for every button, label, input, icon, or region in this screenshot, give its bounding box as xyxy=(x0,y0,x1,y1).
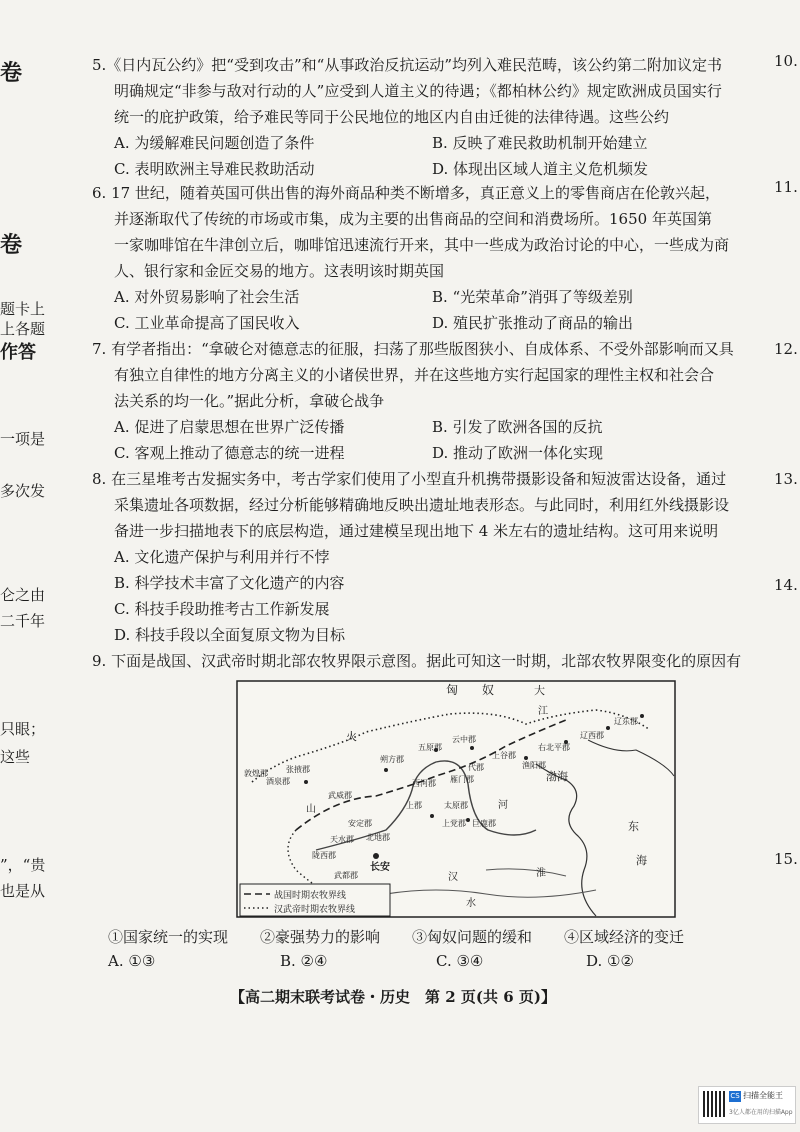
map-label-prefecture: 天水郡 xyxy=(330,835,354,844)
right-margin-number: 15. xyxy=(774,850,798,868)
map-label-sea: 东 xyxy=(628,820,639,833)
map-label-prefecture: 上郡 xyxy=(406,801,422,810)
option-c: C. 科技手段助推考古工作新发展 xyxy=(114,600,330,618)
map-label-prefecture: 辽东郡 xyxy=(614,717,638,726)
map-label-prefecture: 北地郡 xyxy=(366,833,390,842)
qr-code-icon xyxy=(703,1091,725,1117)
page-footer: 【高二期末联考试卷・历史 第 2 页(共 6 页)】 xyxy=(230,988,556,1006)
prefecture-marker xyxy=(606,726,610,730)
left-margin-fragment: ”，“贵 xyxy=(0,856,46,874)
map-label-sea: 海 xyxy=(636,854,647,867)
choice-1: ①国家统一的实现 xyxy=(108,928,229,946)
option-a: A. 为缓解难民问题创造了条件 xyxy=(114,134,315,152)
question-stem: 9. 下面是战国、汉武帝时期北部农牧界限示意图。据此可知这一时期，北部农牧界限变化的原因有 xyxy=(92,652,742,670)
question-8 xyxy=(92,466,732,648)
left-margin-fragment: 也是从 xyxy=(0,882,46,900)
option-b: B. ②④ xyxy=(280,952,328,970)
left-margin-fragment: 多次发 xyxy=(0,482,46,500)
option-d: D. ①② xyxy=(586,952,634,970)
left-margin-fragment: 卷 xyxy=(0,232,23,258)
question-stem: 6. 17 世纪，随着英国可供出售的海外商品种类不断增多，真正意义上的零售商店在伦敦兴起， xyxy=(92,184,720,202)
map-label-prefecture: 陇西郡 xyxy=(312,851,336,860)
question-stem: 人、银行家和金匠交易的地方。这表明该时期英国 xyxy=(114,262,445,280)
scanner-title: 扫描全能王 xyxy=(743,1091,783,1100)
option-b: B. 科学技术丰富了文化遗产的内容 xyxy=(114,574,345,592)
question-stem: 8. 在三星堆考古发掘实务中，考古学家们使用了小型直升机携带摄影设备和短波雷达设备，通过 xyxy=(92,470,727,488)
option-c: C. 客观上推动了德意志的统一进程 xyxy=(114,444,345,462)
choice-3: ③匈奴问题的缓和 xyxy=(412,928,533,946)
scanner-subtitle: 3亿人都在用的扫描App xyxy=(729,1109,793,1116)
option-d: D. 体现出区域人道主义危机频发 xyxy=(432,160,649,178)
map-label-prefecture: 太原郡 xyxy=(444,801,468,810)
option-d: D. 殖民扩张推动了商品的输出 xyxy=(432,314,634,332)
map-label: 大 xyxy=(534,684,545,697)
option-b: B. 反映了难民救助机制开始建立 xyxy=(432,134,648,152)
option-b: B. 引发了欧洲各国的反抗 xyxy=(432,418,603,436)
prefecture-marker xyxy=(304,780,308,784)
question-stem: 统一的庇护政策，给予难民等同于公民地位的地区内自由迁徙的法律待遇。这些公约 xyxy=(114,108,670,126)
map-label: 火 xyxy=(346,730,357,743)
map-label-prefecture: 敦煌郡 xyxy=(244,769,268,778)
prefecture-marker xyxy=(384,768,388,772)
map-label-river: 水 xyxy=(466,898,476,909)
map-label-prefecture: 武都郡 xyxy=(334,871,358,880)
option-c: C. 工业革命提高了国民收入 xyxy=(114,314,300,332)
scanner-watermark xyxy=(698,1086,796,1124)
map-label-prefecture: 五原郡 xyxy=(418,743,442,752)
map-label-prefecture: 代郡 xyxy=(468,763,484,772)
map-label-river: 淮 xyxy=(536,868,546,879)
question-stem: 有独立自律性的地方分离主义的小诸侯世界，并在这些地方实行起国家的理性主权和社会合 xyxy=(114,366,715,384)
map-label-prefecture: 朔方郡 xyxy=(380,755,404,764)
prefecture-marker xyxy=(466,818,470,822)
option-b: B. “光荣革命”消弭了等级差别 xyxy=(432,288,633,306)
map-label-prefecture: 渔阳郡 xyxy=(522,761,546,770)
map-label-prefecture: 辽西郡 xyxy=(580,731,604,740)
map-label-prefecture: 巨鹿郡 xyxy=(472,819,496,828)
question-stem: 明确规定“非参与敌对行动的人”应受到人道主义的待遇；《都柏林公约》规定欧洲成员国实行 xyxy=(114,82,722,100)
right-margin-number: 14. xyxy=(774,576,798,594)
prefecture-marker xyxy=(470,746,474,750)
option-a: A. 促进了启蒙思想在世界广泛传播 xyxy=(114,418,345,436)
map-label-sea: 渤海 xyxy=(546,770,568,783)
question-stem: 5.《日内瓦公约》把“受到攻击”和“从事政治反抗运动”均列入难民范畴，该公约第二附加议定书 xyxy=(92,56,722,74)
map-label-prefecture: 西河郡 xyxy=(412,779,436,788)
prefecture-marker xyxy=(524,756,528,760)
question-6 xyxy=(92,180,732,336)
map-label-prefecture: 上谷郡 xyxy=(492,751,516,760)
legend-label: 汉武帝时期农牧界线 xyxy=(274,905,356,915)
left-margin-fragment: 作答 xyxy=(0,342,36,363)
question-stem: 备进一步扫描地表下的底层构造，通过建模呈现出地下 4 米左右的遗址结构。这可用来说明 xyxy=(114,522,719,540)
left-margin-fragment: 二千年 xyxy=(0,612,46,630)
map-label-river: 河 xyxy=(498,800,508,811)
legend-label: 战国时期农牧界线 xyxy=(274,891,347,901)
question-5 xyxy=(92,52,732,182)
capital-marker xyxy=(373,853,379,859)
left-margin-fragment: 只眼； xyxy=(0,720,46,738)
left-margin-fragment: 这些 xyxy=(0,748,31,766)
map-svg xyxy=(236,680,676,918)
map-label-xiongnu: 匈 奴 xyxy=(446,683,495,697)
prefecture-marker xyxy=(430,814,434,818)
option-a: A. ①③ xyxy=(108,952,156,970)
option-d: D. 推动了欧洲一体化实现 xyxy=(432,444,604,462)
choice-4: ④区域经济的变迁 xyxy=(564,928,685,946)
map-label-river: 汉 xyxy=(448,872,458,883)
map-label-prefecture: 武威郡 xyxy=(328,791,352,800)
right-margin-number: 11. xyxy=(774,178,798,196)
prefecture-marker xyxy=(640,714,644,718)
option-a: A. 文化遗产保护与利用并行不悖 xyxy=(114,548,330,566)
question-stem: 采集遗址各项数据，经过分析能够精确地反映出遗址地表形态。与此同时，利用红外线摄影设 xyxy=(114,496,730,514)
left-margin-fragment: 卷 xyxy=(0,60,23,86)
option-a: A. 对外贸易影响了社会生活 xyxy=(114,288,300,306)
question-stem: 一家咖啡馆在牛津创立后，咖啡馆迅速流行开来，其中一些成为政治讨论的中心，一些成为商 xyxy=(114,236,730,254)
choice-2: ②豪强势力的影响 xyxy=(260,928,381,946)
map-label: 江 xyxy=(538,706,548,717)
right-margin-number: 13. xyxy=(774,470,798,488)
right-margin-number: 10. xyxy=(774,52,798,70)
option-c: C. ③④ xyxy=(436,952,484,970)
map-label-prefecture: 上党郡 xyxy=(442,819,466,828)
question-9-choices xyxy=(108,926,728,978)
left-margin-fragment: 仑之由 xyxy=(0,586,46,604)
map-label-prefecture: 酒泉郡 xyxy=(266,777,290,786)
camscanner-logo-icon: CS xyxy=(730,1092,740,1100)
farming-pastoral-boundary-map xyxy=(236,680,676,918)
question-stem: 法关系的均一化。”据此分析，拿破仑战争 xyxy=(114,392,385,410)
question-9 xyxy=(92,648,742,674)
option-d: D. 科技手段以全面复原文物为目标 xyxy=(114,626,346,644)
left-margin-fragment: 一项是 xyxy=(0,430,46,448)
question-stem: 并逐渐取代了传统的市场或市集，成为主要的出售商品的空间和消费场所。1650 年英国第 xyxy=(114,210,712,228)
left-margin-fragment: 上各题 xyxy=(0,320,46,338)
question-stem: 7. 有学者指出：“拿破仑对德意志的征服，扫荡了那些版图狭小、自成体系、不受外部影响而又具 xyxy=(92,340,734,358)
map-label-prefecture: 雁门郡 xyxy=(450,775,474,784)
map-label-prefecture: 安定郡 xyxy=(348,819,372,828)
map-label-prefecture: 右北平郡 xyxy=(538,743,570,752)
map-label-changan: 长安 xyxy=(370,862,390,873)
left-margin-fragment: 题卡上 xyxy=(0,300,46,318)
map-label-prefecture: 云中郡 xyxy=(452,735,476,744)
map-label-prefecture: 张掖郡 xyxy=(286,765,310,774)
map-label: 山 xyxy=(306,804,316,815)
right-margin-number: 12. xyxy=(774,340,798,358)
question-7 xyxy=(92,336,732,466)
option-c: C. 表明欧洲主导难民救助活动 xyxy=(114,160,315,178)
